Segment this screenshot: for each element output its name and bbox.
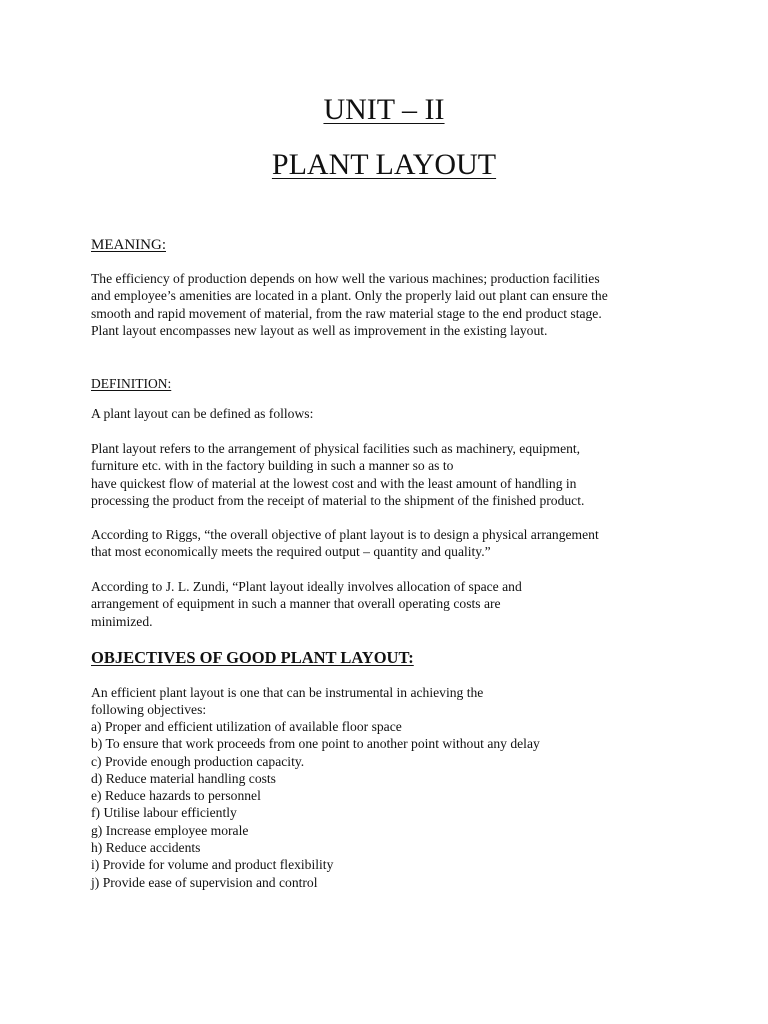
list-item: g) Increase employee morale — [91, 822, 249, 838]
unit-title: UNIT – II — [323, 93, 445, 126]
meaning-line: Plant layout encompasses new layout as well as improvement in the existing layout. — [91, 322, 548, 338]
riggs-line: that most economically meets the required output – quantity and quality.” — [91, 544, 491, 560]
definition-paragraph — [91, 440, 691, 509]
list-item: d) Reduce material handling costs — [91, 770, 276, 786]
definition-line: Plant layout refers to the arrangement of physical facilities such as machinery, equipment, — [91, 441, 581, 456]
definition-intro — [91, 405, 691, 422]
zundi-quote — [91, 578, 691, 630]
list-item: i) Provide for volume and product flexibility — [91, 857, 334, 873]
list-item: j) Provide ease of supervision and control — [91, 874, 318, 890]
definition-line: processing the product from the receipt of material to the shipment of the finished product. — [91, 492, 585, 508]
objectives-intro-line: An efficient plant layout is one that can be instrumental in achieving the — [91, 685, 484, 700]
zundi-line: minimized. — [91, 613, 153, 629]
list-item: h) Reduce accidents — [91, 840, 201, 856]
meaning-line: and employee’s amenities are located in a plant. Only the properly laid out plant can ensure the — [91, 288, 608, 304]
zundi-line: arrangement of equipment in such a manner that overall operating costs are — [91, 596, 501, 612]
definition-line: have quickest flow of material at the lowest cost and with the least amount of handling in — [91, 475, 577, 491]
definition-intro-line: A plant layout can be defined as follows: — [91, 406, 314, 421]
meaning-heading: MEANING: — [91, 237, 166, 253]
objectives-list — [91, 718, 691, 891]
list-item: c) Provide enough production capacity. — [91, 753, 305, 769]
list-item: b) To ensure that work proceeds from one point to another point without any delay — [91, 736, 540, 752]
page-title: PLANT LAYOUT — [271, 148, 497, 181]
definition-line: furniture etc. with in the factory building in such a manner so as to — [91, 458, 454, 474]
list-item: e) Reduce hazards to personnel — [91, 788, 261, 804]
definition-heading: DEFINITION: — [91, 376, 172, 391]
meaning-line: The efficiency of production depends on how well the various machines; production facilities — [91, 271, 600, 286]
objectives-heading: OBJECTIVES OF GOOD PLANT LAYOUT: — [91, 648, 414, 667]
objectives-intro-line: following objectives: — [91, 702, 207, 718]
meaning-paragraph — [91, 270, 691, 339]
meaning-line: smooth and rapid movement of material, from the raw material stage to the end product stage. — [91, 305, 602, 321]
riggs-quote — [91, 526, 691, 561]
objectives-intro — [91, 684, 691, 719]
list-item: f) Utilise labour efficiently — [91, 805, 237, 821]
list-item: a) Proper and efficient utilization of available floor space — [91, 719, 402, 734]
riggs-line: According to Riggs, “the overall objective of plant layout is to design a physical arrangement — [91, 527, 599, 542]
zundi-line: According to J. L. Zundi, “Plant layout ideally involves allocation of space and — [91, 579, 522, 594]
